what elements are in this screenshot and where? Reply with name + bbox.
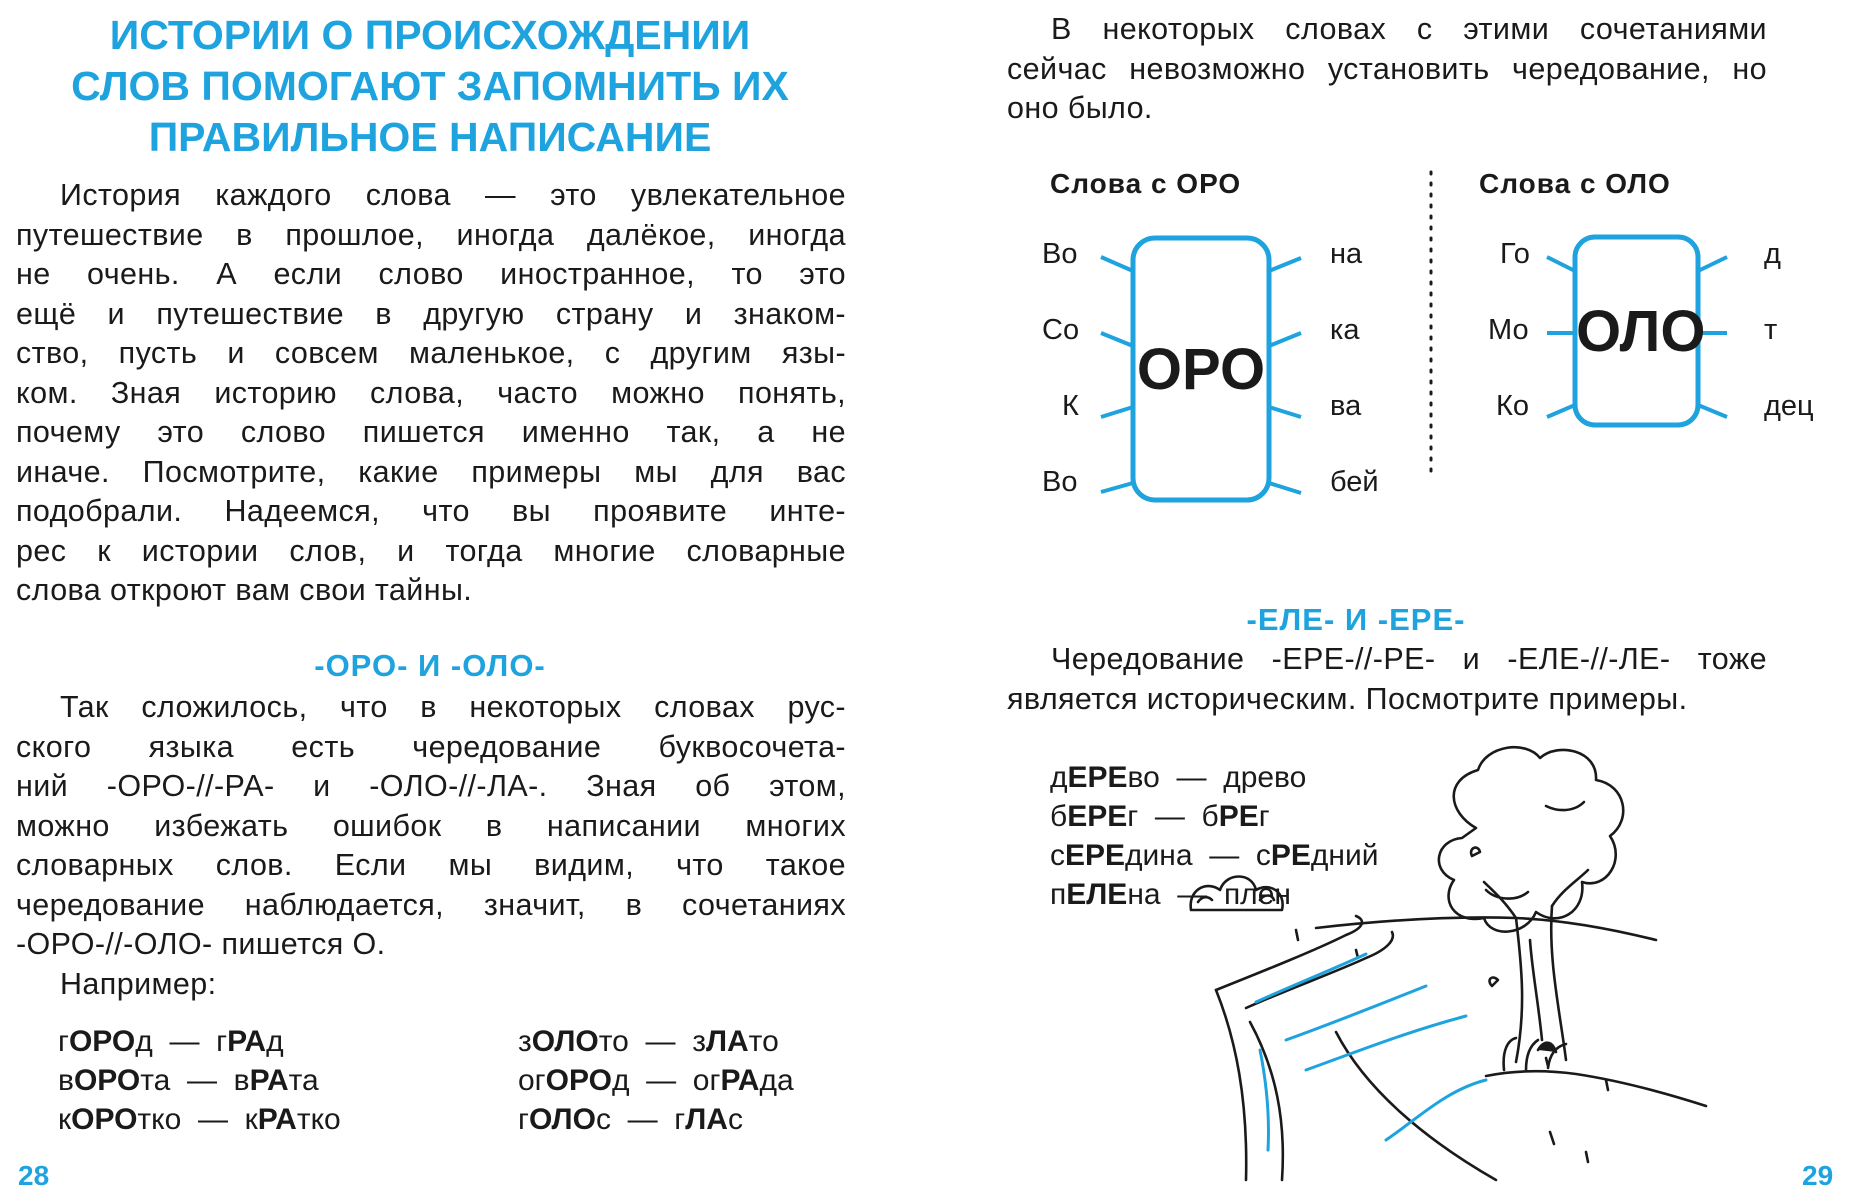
oro-center-label: ОРО [1136, 337, 1266, 402]
right-page [926, 0, 1853, 1204]
example-pair: гОЛОс — гЛАс [518, 1103, 743, 1136]
paragraph-line: является историческим. Посмотрите примеры. [1007, 681, 1688, 716]
olo-right-fragment: т [1764, 314, 1778, 346]
example-pair: дЕРЕво — древо [1050, 761, 1307, 794]
oro-right-fragment: на [1330, 238, 1363, 270]
olo-left-fragment: Мо [1488, 314, 1529, 346]
paragraph-line: рес к истории слов, и тогда многие словарные [16, 533, 846, 568]
page-number: 29 [1802, 1160, 1834, 1191]
page-number: 28 [18, 1160, 50, 1191]
example-pair: вОРОта — вРАта [58, 1064, 319, 1097]
tree-river-illustration [1186, 740, 1726, 1190]
paragraph-line: можно избежать ошибок в написании многих [16, 808, 846, 843]
oro-right-fragment: бей [1330, 466, 1379, 498]
oro-right-fragment: ва [1330, 390, 1362, 422]
paragraph-line: Чередование -ЕРЕ-//-РЕ- и -ЕЛЕ-//-ЛЕ- тоже [1051, 642, 1767, 676]
intro-paragraph [16, 176, 846, 611]
example-pair: кОРОтко — кРАтко [58, 1103, 341, 1136]
paragraph-line: История каждого слова — это увлекательное [60, 178, 846, 212]
section-title-ele-ere: -ЕЛЕ- И -ЕРЕ- [1246, 602, 1466, 637]
paragraph-line: почему это слово пишется именно так, а не [16, 415, 846, 449]
olo-right-fragment: д [1764, 238, 1781, 270]
oro-left-fragment: Во [1042, 466, 1078, 498]
paragraph-line: путешествие в прошлое, иногда далёкое, иногда [16, 217, 846, 252]
example-pair: бЕРЕг — бРЕг [1050, 800, 1270, 833]
oro-diagram-title: Слова с ОРО [1050, 168, 1242, 199]
heading-line: ИСТОРИИ О ПРОИСХОЖДЕНИИ [109, 12, 751, 58]
paragraph-line: слова откроют вам свои тайны. [16, 573, 473, 607]
olo-center-label: ОЛО [1576, 299, 1706, 364]
example-pair: гОРОд — гРАд [58, 1025, 284, 1058]
olo-left-fragment: Го [1500, 238, 1530, 270]
paragraph-line: ком. Зная историю слова, часто можно понять, [16, 375, 846, 410]
heading-line: СЛОВ ПОМОГАЮТ ЗАПОМНИТЬ ИХ [71, 63, 789, 109]
paragraph-line: не очень. А если слово иностранное, то это [16, 257, 846, 291]
paragraph-line: подобрали. Надеемся, что вы проявите инте- [16, 494, 846, 528]
olo-right-fragment: дец [1764, 390, 1814, 422]
section-title-oro-olo: -ОРО- И -ОЛО- [314, 648, 546, 683]
paragraph-line: Так сложилось, что в некоторых словах рус- [60, 690, 846, 724]
example-pair: пЕЛЕна — плен [1050, 878, 1291, 911]
page-heading [0, 10, 860, 163]
example-pair: зОЛОто — зЛАто [518, 1025, 779, 1058]
example-pair: сЕРЕдина — сРЕдний [1050, 839, 1379, 872]
left-page [0, 0, 926, 1204]
intro-paragraph [1007, 10, 1767, 129]
example-label: Например: [60, 966, 217, 1001]
paragraph-line: сейчас невозможно установить чередование, но [1007, 51, 1767, 86]
paragraph-line: ещё и путешествие в другую страну и знаком- [16, 296, 846, 331]
olo-left-fragment: Ко [1496, 390, 1530, 422]
oro-left-fragment: К [1062, 390, 1079, 422]
section-paragraph [1007, 640, 1767, 719]
paragraph-line: ство, пусть и совсем маленькое, с другим язы- [16, 336, 846, 370]
section-paragraph [16, 688, 846, 1004]
olo-diagram-title: Слова с ОЛО [1479, 168, 1671, 199]
paragraph-line: -ОРО-//-ОЛО- пишется О. [16, 927, 386, 961]
example-pair: огОРОд — огРАда [518, 1064, 794, 1097]
paragraph-line: словарных слов. Если мы видим, что такое [16, 848, 846, 882]
paragraph-line: ского языка есть чередование буквосочета- [16, 729, 846, 764]
paragraph-line: чередование наблюдается, значит, в сочетаниях [16, 887, 846, 922]
oro-right-fragment: ка [1330, 314, 1360, 346]
heading-line: ПРАВИЛЬНОЕ НАПИСАНИЕ [148, 114, 712, 160]
paragraph-line: В некоторых словах с этими сочетаниями [1051, 12, 1767, 46]
dotted-divider [1426, 170, 1436, 480]
paragraph-line: оно было. [1007, 91, 1153, 125]
oro-left-fragment: Во [1042, 238, 1078, 270]
oro-left-fragment: Со [1042, 314, 1080, 346]
paragraph-line: ний -ОРО-//-РА- и -ОЛО-//-ЛА-. Зная об этом, [16, 769, 846, 803]
paragraph-line: иначе. Посмотрите, какие примеры мы для вас [16, 454, 846, 489]
